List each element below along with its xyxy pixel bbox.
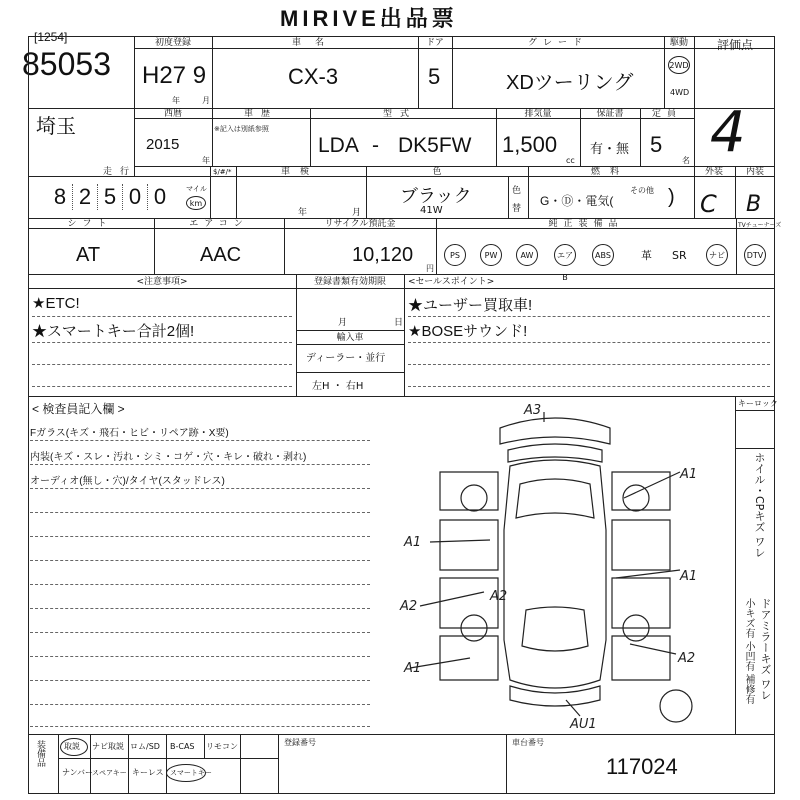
mileage-digit: 0: [153, 184, 167, 209]
drive-4wd: 4WD: [670, 88, 690, 97]
color-swap-1: 色: [512, 186, 522, 196]
equip-ps: PS: [444, 244, 466, 266]
mileage-digit: 2: [73, 184, 98, 210]
car-name-label: 車名: [291, 38, 339, 48]
equip-airbag: エアB: [554, 244, 576, 266]
lot-number: 85053: [22, 46, 111, 82]
footer-keyless: キーレス: [132, 768, 164, 777]
expiry-day: 日: [394, 318, 404, 328]
equip-sunroof: SR: [672, 249, 687, 262]
shaken-month: 月: [352, 208, 362, 218]
damage-mark: A2: [490, 589, 508, 604]
damage-mark: A1: [680, 569, 698, 584]
equip-label: 純正装備品: [548, 219, 624, 229]
history-label: 車歴: [243, 109, 279, 119]
footer-equip-label: 装備品: [35, 740, 45, 767]
footer-bcas: B-CAS: [170, 742, 195, 751]
damage-mark: A1: [404, 661, 422, 676]
damage-mark: AU1: [570, 717, 597, 732]
dealer-option: ディーラー・並行: [306, 353, 386, 364]
mileage-digit: 8: [48, 184, 73, 210]
equip-aw: AW: [516, 244, 538, 266]
doors: 5: [428, 64, 441, 89]
keylock-label: キーロック: [738, 399, 778, 408]
ac: AAC: [200, 244, 242, 266]
drive-2wd-circled: [668, 56, 690, 74]
reg-no-label: 登録番号: [284, 738, 316, 747]
interior-condition-line: 内装(キズ・スレ・汚れ・シミ・コゲ・穴・キレ・破れ・剥れ): [30, 452, 307, 463]
fuel-paren: ): [668, 186, 675, 208]
grade: XDツーリング: [506, 72, 634, 94]
score-label: 評価点: [716, 38, 754, 52]
displacement-label: 排気量: [524, 109, 552, 119]
drive-2wd: 2WD: [669, 61, 689, 70]
color-code: 41W: [420, 205, 443, 216]
color-swap-2: 替: [512, 204, 522, 214]
door-label: ドア: [426, 38, 444, 48]
color: ブラック: [400, 186, 472, 206]
year-label: 西暦: [163, 109, 183, 119]
recycle-label: リサイクル預託金: [324, 219, 396, 229]
first-reg-label: 初度登録: [154, 38, 192, 48]
equip-abs: ABS: [592, 244, 614, 266]
multi-label: TVチューナーズ: [738, 222, 782, 229]
capacity-label: 定員: [651, 109, 683, 119]
first-reg-month-mark: 月: [202, 96, 210, 105]
car-damage-diagram: [380, 400, 730, 735]
warranty-label: 保証書: [596, 109, 624, 119]
interior: B: [746, 192, 762, 217]
interior-label: 内装: [745, 167, 765, 177]
footer-rom-sd: ロム/SD: [130, 742, 160, 751]
handle-option: 左H ・ 右H: [312, 381, 364, 392]
import-label: 輸入車: [336, 333, 364, 343]
region: 埼玉: [36, 116, 76, 138]
side-text-wheel: ホイル・CPキズ ワレ: [753, 452, 766, 558]
footer-spare-key: スペアキー: [92, 769, 127, 777]
chassis-number: 117024: [606, 754, 678, 779]
model-code: DK5FW: [398, 134, 472, 157]
warranty: 有・無: [590, 141, 630, 156]
side-text-mirror: ドアミラーキズ ワレ: [759, 598, 772, 701]
footer-smart-key-circle: [166, 764, 206, 782]
recycle: 10,120: [352, 244, 414, 266]
caution-line-2: ★スマートキー合計2個!: [32, 323, 195, 340]
mileage-km-unit: km: [189, 199, 203, 208]
shaken-year: 年: [298, 208, 308, 218]
mileage-label: 走行: [102, 167, 138, 177]
damage-mark: A1: [404, 535, 422, 550]
footer-navi-manual: ナビ取説: [92, 742, 124, 751]
equip-leather: 革: [641, 249, 652, 262]
fuel-options: G・Ⓓ・電気(: [540, 194, 614, 208]
damage-mark: A1: [680, 467, 698, 482]
color-label: 色: [432, 167, 442, 177]
model-label: 型式: [382, 109, 418, 119]
car-name: CX-3: [288, 64, 339, 89]
expiry-label: 登録書類有効期限: [313, 277, 387, 287]
inspector-title: < 検査員記入欄 >: [32, 402, 125, 416]
selling-label: <セールスポイント>: [408, 277, 495, 287]
selling-line-1: ★ユーザー買取車!: [408, 297, 533, 314]
exterior: C: [700, 190, 717, 218]
capacity-unit: 名: [682, 156, 690, 165]
damage-mark: A3: [524, 403, 542, 418]
damage-mark: A2: [400, 599, 418, 614]
year-mark: 年: [202, 156, 210, 165]
shift: AT: [76, 244, 101, 266]
fuel-label: 燃料: [590, 167, 630, 177]
lot-bracket-number: [1254]: [34, 30, 68, 44]
ac-label: エアコン: [189, 219, 249, 229]
year: 2015: [146, 136, 180, 153]
exterior-label: 外装: [704, 167, 724, 177]
equip-pw: PW: [480, 244, 502, 266]
page-title: MIRIVE出品票: [280, 6, 458, 31]
mileage-digit: 0: [123, 184, 148, 210]
tax-label: $/#/*: [213, 168, 232, 176]
footer-manual-circle: [60, 738, 88, 756]
recycle-yen: 円: [426, 264, 434, 273]
cc-unit: cc: [566, 156, 575, 165]
mileage-digits: [48, 184, 180, 210]
footer-smart-key: スマートキー: [170, 769, 212, 777]
mileage-mile-unit: マイル: [186, 185, 207, 193]
first-reg-year-mark: 年: [172, 96, 180, 105]
caution-line-1: ★ETC!: [32, 295, 80, 312]
footer-number-plate: ナンバー: [62, 768, 94, 777]
audio-tire-line: オーディオ(無し・穴)/タイヤ(スタッドレス): [30, 476, 225, 487]
shift-label: シフト: [67, 219, 113, 229]
drive-label: 駆動: [669, 38, 689, 48]
model-dash: -: [372, 134, 379, 157]
mileage-digit: 5: [98, 184, 123, 210]
grade-label: グレード: [527, 38, 589, 48]
displacement: 1,500: [502, 132, 558, 157]
footer-manual: 取説: [64, 742, 80, 751]
fuel-other: その他: [630, 186, 654, 195]
footer-remote: リモコン: [206, 742, 238, 751]
equip-navi: ナビ: [706, 244, 728, 266]
model-prefix: LDA: [318, 134, 359, 157]
equip-dtv: DTV: [744, 244, 766, 266]
caution-label: <注意事項>: [136, 277, 188, 287]
history-note: ※記入は別紙参照: [214, 125, 269, 133]
expiry-month: 月: [338, 318, 348, 328]
side-text-scratch: 小キズ有 小凹有 補修有: [743, 598, 754, 705]
mileage-km-circled: [186, 196, 206, 210]
score: 4: [710, 100, 746, 165]
shaken-label: 車検: [280, 167, 320, 177]
damage-mark: A2: [678, 651, 696, 666]
selling-line-2: ★BOSEサウンド!: [408, 323, 528, 340]
capacity: 5: [650, 132, 663, 157]
chassis-label: 車台番号: [512, 738, 544, 747]
glass-line: Fガラス(キズ・飛石・ヒビ・リペア跡・X要): [30, 428, 229, 439]
first-reg-value: H27 9: [142, 62, 207, 89]
